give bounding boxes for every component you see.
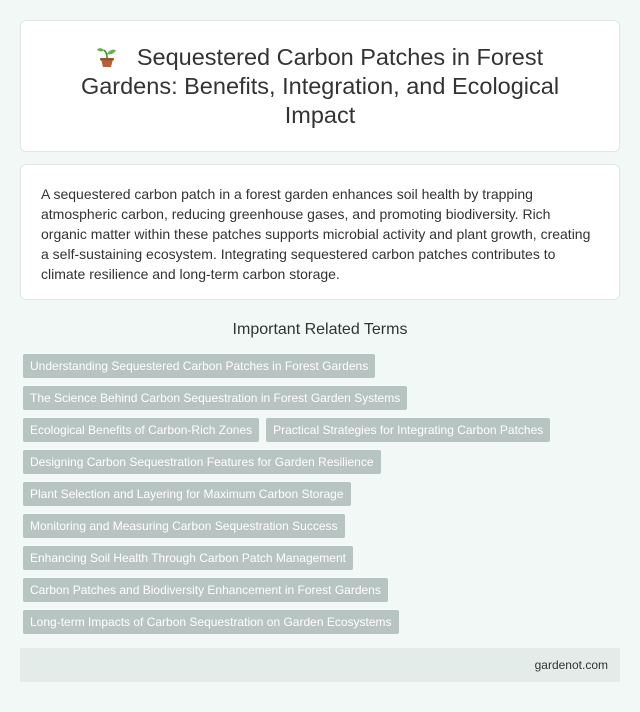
related-term-tag[interactable]: The Science Behind Carbon Sequestration in Forest Garden Systems: [23, 386, 407, 410]
related-term-tag[interactable]: Designing Carbon Sequestration Features for Garden Resilience: [23, 450, 381, 474]
summary-text: A sequestered carbon patch in a forest garden enhances soil health by trapping atmospheric carbon, reducing greenhouse gases, and promoting biodiversity. Rich organic matter within these patches supports microbial activity and plant growth, creating a self-sustaining ecosystem. Integrating sequestered carbon patches contributes to climate resilience and long-term carbon storage.: [41, 186, 591, 282]
related-term-tag[interactable]: Long-term Impacts of Carbon Sequestration on Garden Ecosystems: [23, 610, 399, 634]
related-term-tag[interactable]: Enhancing Soil Health Through Carbon Patch Management: [23, 546, 353, 570]
sprout-icon: [97, 45, 117, 67]
page-title-text: Sequestered Carbon Patches in Forest Gardens: Benefits, Integration, and Ecological Impact: [80, 43, 560, 128]
footer-site-name[interactable]: gardenot.com: [534, 658, 608, 672]
related-term-tag[interactable]: Monitoring and Measuring Carbon Sequestration Success: [23, 514, 345, 538]
related-terms-list: [23, 354, 613, 634]
related-terms-heading: Important Related Terms: [232, 321, 408, 338]
footer: [20, 648, 620, 682]
page-title: [61, 43, 579, 130]
summary-card: [20, 164, 620, 300]
related-term-tag[interactable]: Understanding Sequestered Carbon Patches in Forest Gardens: [23, 354, 375, 378]
related-term-tag[interactable]: Carbon Patches and Biodiversity Enhancement in Forest Gardens: [23, 578, 388, 602]
related-term-tag[interactable]: Ecological Benefits of Carbon-Rich Zones: [23, 418, 259, 442]
title-card: [20, 20, 620, 152]
related-term-tag[interactable]: Plant Selection and Layering for Maximum Carbon Storage: [23, 482, 351, 506]
related-term-tag[interactable]: Practical Strategies for Integrating Carbon Patches: [266, 418, 550, 442]
